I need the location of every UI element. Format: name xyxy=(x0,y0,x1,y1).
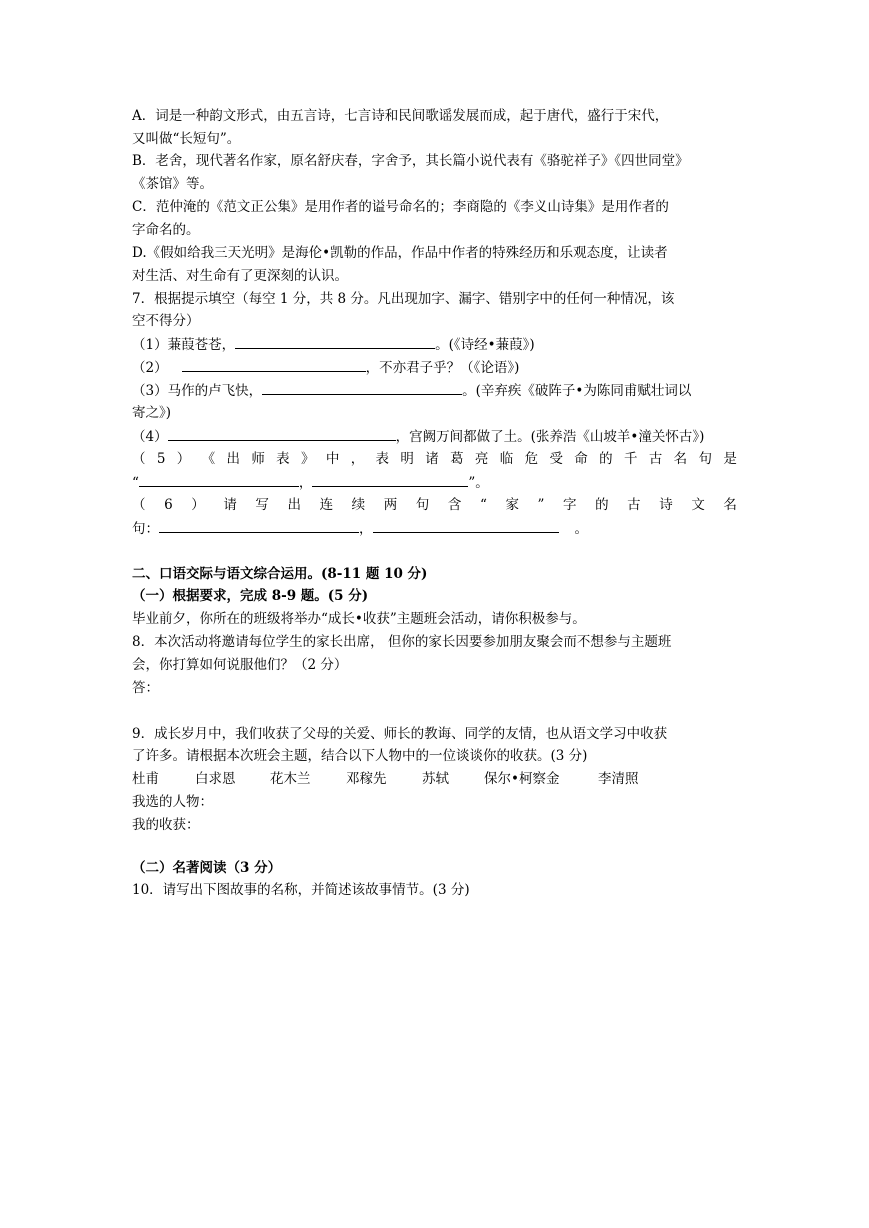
q7-item6-char: 含 xyxy=(447,497,462,513)
option-b-line1: B．老舍，现代著名作家，原名舒庆春，字舍予，其长篇小说代表有《骆驼祥子》《四世同堂》 xyxy=(132,153,689,169)
q7-item5-char: 师 xyxy=(251,451,265,467)
q7-item5-char: 千 xyxy=(623,451,638,467)
q7-item5-char: 诸 xyxy=(425,451,439,467)
q7-item6-char: 文 xyxy=(691,497,705,513)
q7-item5-line1 xyxy=(132,449,737,469)
q7-item5-line2 xyxy=(132,472,489,492)
chosen-person-label: 我选的人物： xyxy=(132,794,213,810)
q7-item6-char: 家 xyxy=(505,497,519,513)
q7-item5-char: 名 xyxy=(673,451,688,467)
q7-item6-line2 xyxy=(132,518,588,538)
q7-item5-char: 古 xyxy=(648,451,663,467)
q7-item5-char: 是 xyxy=(723,451,737,467)
q7-item6-char: ” xyxy=(537,497,545,513)
option-c-line1: C．范仲淹的《范文正公集》是用作者的谥号命名的；李商隐的《李义山诗集》是用作者的 xyxy=(132,199,669,215)
person-su-shi: 苏轼 xyxy=(422,771,449,787)
person-du-fu: 杜甫 xyxy=(132,771,159,787)
q7-item3-blank[interactable] xyxy=(262,380,462,395)
q7-item6-char: 出 xyxy=(287,497,301,513)
q7-item5-char: 临 xyxy=(499,451,514,467)
section2-part1-heading: （一）根据要求，完成 8-9 题。(5 分) xyxy=(132,588,369,604)
q7-item5-char: 表 xyxy=(276,451,290,467)
q7-item2-suffix: ，不亦君子乎？（《论语》) xyxy=(365,360,520,376)
q7-item6-char: 的 xyxy=(595,497,609,513)
q7-item5-char: 》 xyxy=(301,451,315,467)
q7-item5-char: ） xyxy=(176,451,191,467)
q7-item6-char: 诗 xyxy=(659,497,673,513)
q7-item5-char: （ xyxy=(132,451,146,467)
section2-part2-heading: （二）名著阅读（3 分） xyxy=(132,860,282,876)
option-c-line2: 字命名的。 xyxy=(132,222,200,238)
q7-item6-char: 两 xyxy=(383,497,398,513)
q7-item5-char: 《 xyxy=(201,451,216,467)
q7-item6-comma: ， xyxy=(359,521,373,537)
my-gain-label: 我的收获： xyxy=(132,817,200,833)
q8-line1: 8．本次活动将邀请每位学生的家长出席， 但你的家长因要参加朋友聚会而不想参与主题班 xyxy=(132,634,672,650)
q7-item1-prefix: （1）蒹葭苍苍， xyxy=(132,337,236,353)
q7-item2-prefix: （2） xyxy=(132,360,168,376)
q7-item5-char: 的 xyxy=(599,451,613,467)
activity-intro: 毕业前夕，你所在的班级将举办“成长•收获”主题班会活动，请你积极参与。 xyxy=(132,611,586,627)
person-bethune: 白求恩 xyxy=(195,771,236,787)
q7-item4-prefix: （4） xyxy=(132,429,168,445)
q7-item5-char: 受 xyxy=(549,451,563,467)
q10-line: 10．请写出下图故事的名称，并简述该故事情节。(3 分) xyxy=(132,882,470,898)
q7-item6-char: 续 xyxy=(351,497,366,513)
person-mulan: 花木兰 xyxy=(270,771,311,787)
q7-item5-char: 表 xyxy=(375,451,390,467)
q7-stem-line1: 7．根据提示填空（每空 1 分，共 8 分。凡出现加字、漏字、错别字中的任何一种情况，该 xyxy=(132,291,675,307)
person-pavel-korchagin: 保尔•柯察金 xyxy=(484,771,560,787)
q7-item3-suffix: 。(辛弃疾《破阵子•为陈同甫赋壮词以 xyxy=(462,383,692,399)
q7-item4 xyxy=(132,426,704,446)
q9-line2: 了许多。请根据本次班会主题，结合以下人物中的一位谈谈你的收获。(3 分) xyxy=(132,748,588,764)
q7-item6-end: 。 xyxy=(574,521,588,537)
q7-item5-char: 命 xyxy=(574,451,588,467)
q7-item1-suffix: 。(《诗经•蒹葭》) xyxy=(435,337,535,353)
q7-item6-char: 句 xyxy=(415,497,430,513)
q7-item6-char: 字 xyxy=(563,497,577,513)
q7-item6-char: 请 xyxy=(223,497,237,513)
q7-item6-char: 写 xyxy=(255,497,269,513)
q7-item5-comma: ， xyxy=(298,475,313,491)
q7-item6-char: 连 xyxy=(319,497,334,513)
q7-item2-blank[interactable] xyxy=(182,357,366,372)
option-b-line2: 《茶馆》等。 xyxy=(132,176,213,192)
q7-item5-char: 葛 xyxy=(450,451,464,467)
q7-item5-char: 中 xyxy=(325,451,340,467)
option-a-line1: A．词是一种韵文形式，由五言诗，七言诗和民间歌谣发展而成，起于唐代，盛行于宋代， xyxy=(132,108,669,124)
q7-item5-blank-2[interactable] xyxy=(312,472,468,487)
q7-item5-open-quote: “ xyxy=(132,475,139,491)
person-li-qingzhao: 李清照 xyxy=(598,771,639,787)
q7-item2 xyxy=(132,357,519,377)
section2-title: 二、口语交际与语文综合运用。(8-11 题 10 分) xyxy=(132,566,428,582)
q7-item4-suffix: ，宫阙万间都做了土。(张养浩《山坡羊•潼关怀古》) xyxy=(395,429,705,445)
q7-stem-line2: 空不得分） xyxy=(132,313,200,329)
q7-item1 xyxy=(132,334,535,354)
q7-item6-char: ） xyxy=(191,497,205,513)
q7-item3-prefix: （3）马作的卢飞快， xyxy=(132,383,263,399)
q7-item6-char: 名 xyxy=(723,497,737,513)
q7-item6-char: 古 xyxy=(627,497,641,513)
q7-item6-char: （ xyxy=(132,497,146,513)
q7-item5-blank-1[interactable] xyxy=(139,472,299,487)
q7-item5-char: 出 xyxy=(226,451,240,467)
q8-answer-label: 答： xyxy=(132,680,159,696)
q7-item5-char: 亮 xyxy=(474,451,489,467)
q7-item5-char: 句 xyxy=(698,451,712,467)
q7-item3 xyxy=(132,380,691,400)
option-d-line1: D.《假如给我三天光明》是海伦•凯勒的作品，作品中作者的特殊经历和乐观态度，让读者 xyxy=(132,245,668,261)
q9-line1: 9．成长岁月中，我们收获了父母的关爱、师长的教诲、同学的友情，也从语文学习中收获 xyxy=(132,726,668,742)
q7-item5-char: 明 xyxy=(400,451,414,467)
q7-item6-blank-1[interactable] xyxy=(159,518,359,533)
q7-item5-char: 5 xyxy=(156,451,166,467)
q7-item6-blank-2[interactable] xyxy=(373,518,559,533)
q7-item6-prefix: 句： xyxy=(132,521,159,537)
q7-item6-char: “ xyxy=(479,497,487,513)
q7-item4-blank[interactable] xyxy=(168,426,396,441)
q7-item5-close-quote: ”。 xyxy=(468,475,489,491)
q7-item1-blank[interactable] xyxy=(235,334,435,349)
q7-item3-continued: 寄之》) xyxy=(132,405,172,421)
option-d-line2: 对生活、对生命有了更深刻的认识。 xyxy=(132,268,348,284)
q7-item5-char: ， xyxy=(350,451,365,467)
q7-item6-line1 xyxy=(132,495,737,515)
option-a-line2: 又叫做“长短句”。 xyxy=(132,131,241,147)
person-deng-jiaxian: 邓稼先 xyxy=(346,771,387,787)
q7-item5-char: 危 xyxy=(524,451,539,467)
q7-item6-char: 6 xyxy=(164,497,173,513)
q8-line2: 会，你打算如何说服他们？（2 分） xyxy=(132,657,348,673)
